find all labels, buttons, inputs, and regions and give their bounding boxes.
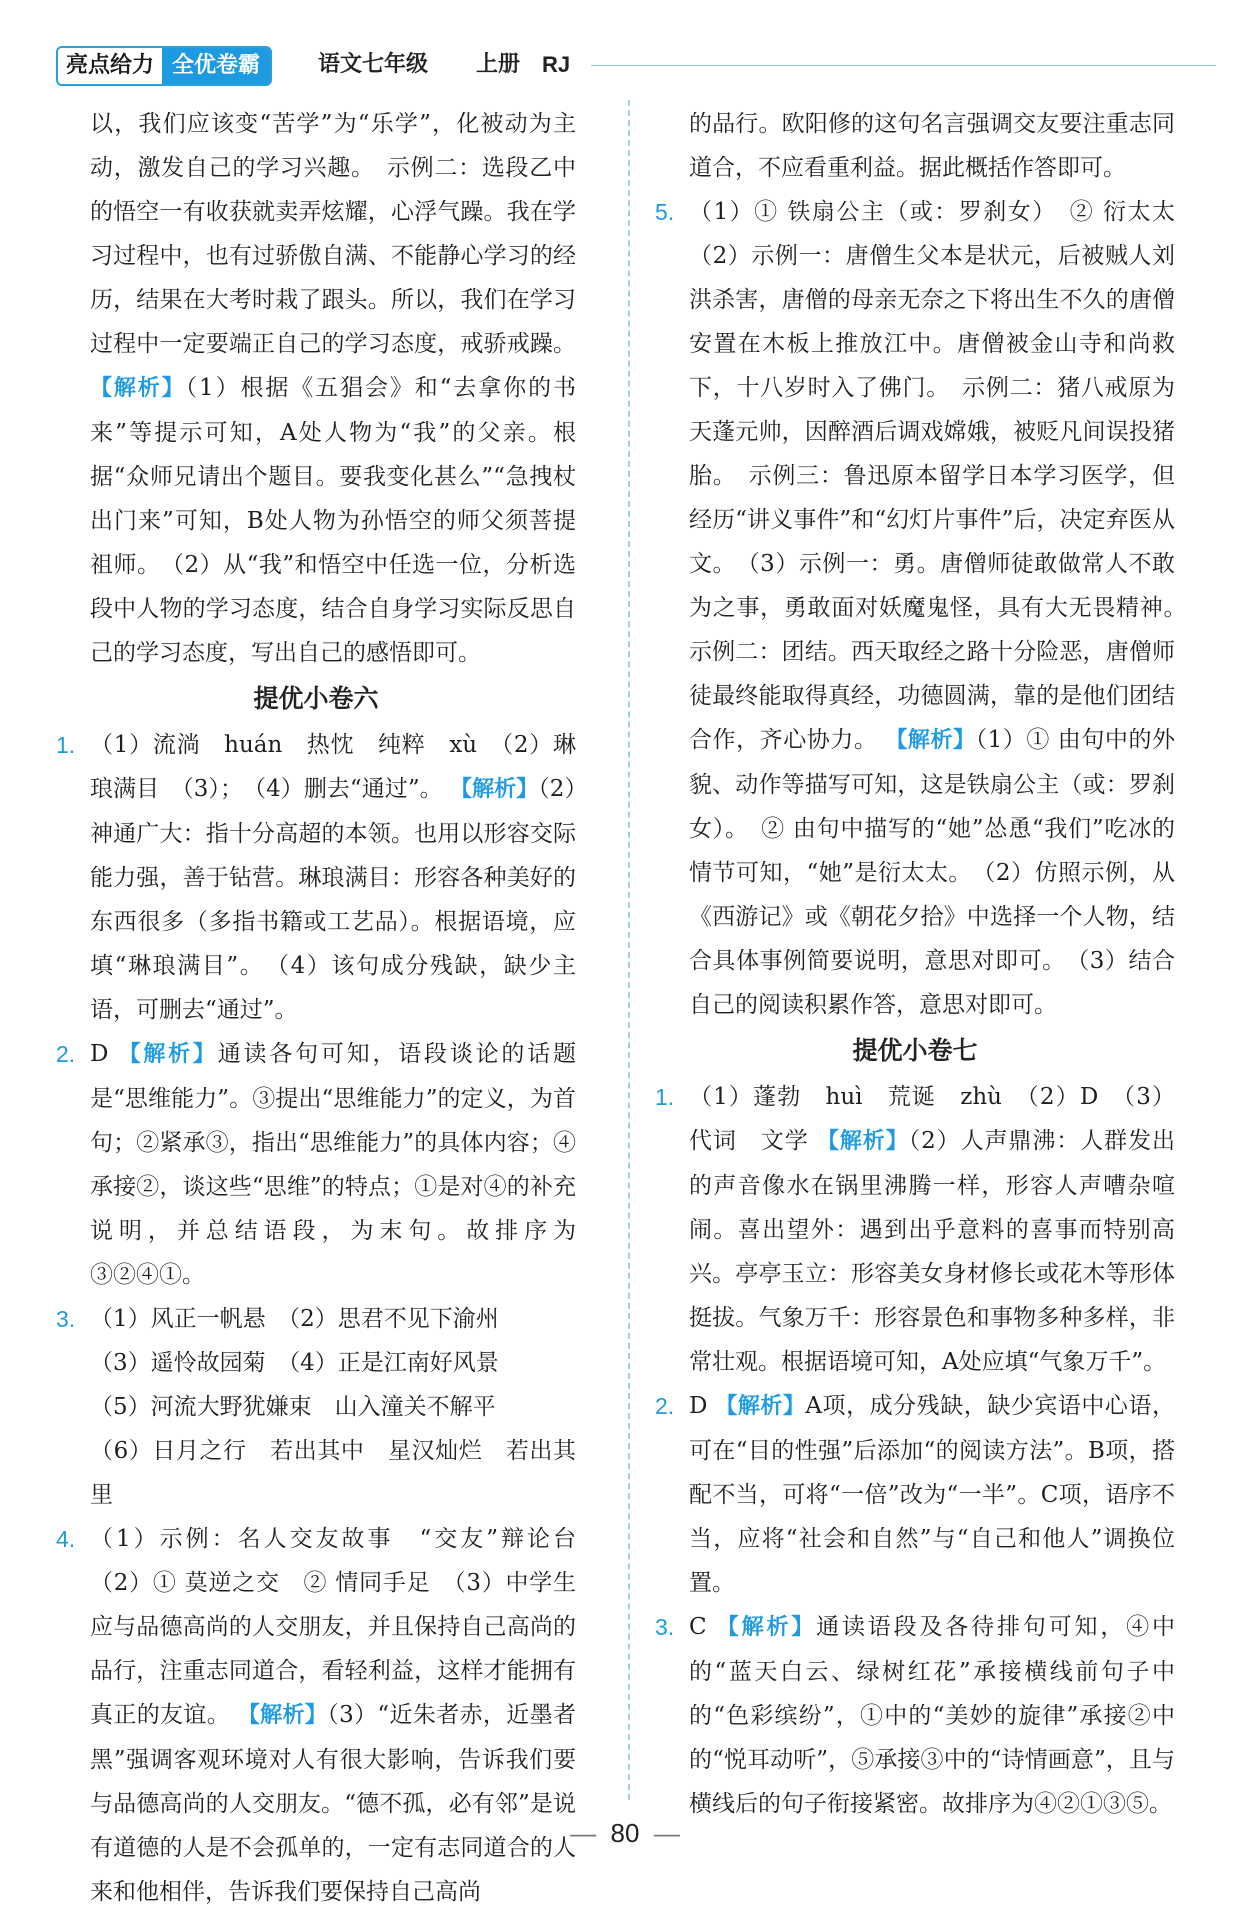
page-footer [0,1818,1250,1849]
analysis-text: 通读各句可知，语段谈论的话题是“思维能力”。③提出“思维能力”的定义，为首句；②紧承③，指出“思维能力”的具体内容；④承接②，谈这些“思维”的特点；①是对④的补充说明，并总结语段，为末句。故排序为③②④①。 [90,1041,577,1288]
question-number: 2. [56,1041,76,1067]
answer-line: （1）风正一帆悬 （2）思君不见下渝州 [90,1306,499,1332]
column-divider [628,100,630,1800]
answer-continuation [56,102,576,675]
answer-text: D [90,1041,109,1067]
analysis-tag: 【解析】 [885,728,976,753]
question-number: 2. [655,1393,675,1419]
footer-dash-left: — [570,1818,597,1848]
right-column [655,102,1198,1826]
answer-line: （6）日月之行 若出其中 星汉灿烂 若出其里 [90,1438,576,1508]
brand-badge [56,46,272,86]
analysis-text: （3）“近朱者赤，近墨者黑”强调客观环境对人有很大影响，告诉我们要与品德高尚的人交朋友。“德不孤，必有邻”是说有道德的人是不会孤单的，一定有志同道合的人来和他相伴，告诉我们要保持自己高尚 [90,1702,576,1905]
analysis-text: A项，成分残缺，缺少宾语中心语，可在“目的性强”后添加“的阅读方法”。B项，搭配不当，可将“一倍”改为“一半”。C项，语序不当，应将“社会和自然”与“自己和他人”调换位置。 [689,1393,1175,1596]
analysis-text: 通读语段及各待排句可知，④中的“蓝天白云、绿树红花”承接横线前句子中的“色彩缤纷”，①中的“美妙的旋律”承接②中的“悦耳动听”，⑤承接③中的“诗情画意”，且与横线后的句子衔接紧密。故排序为④②①③⑤。 [689,1614,1176,1817]
answer-text: D [689,1393,708,1419]
answer-text: （1）流淌 huán 热忱 纯粹 xù （2）琳琅满目 （3）； （4）删去“通过”。 [90,732,576,802]
question-2 [56,1032,576,1297]
question-1 [655,1075,1175,1384]
analysis-tag: 【解析】 [716,1615,817,1640]
page-header [56,46,1216,86]
analysis-text: （1）根据《五猖会》和“去拿你的书来”等提示可知，A处人物为“我”的父亲。根据“众师兄请出个题目。要我变化甚么”“急拽杖出门来”可知，B处人物为孙悟空的师父须菩提祖师。 （2）从“我”和悟空中任选一位，分析选段中人物的学习态度，结合自身学习实际反思自己的学习态度，写出自己的感悟即可。 [90,375,576,666]
analysis-tag: 【解析】 [90,376,186,401]
question-3 [56,1297,576,1517]
question-number: 4. [56,1526,76,1552]
continuation-text: 以，我们应该变“苦学”为“乐学”，化被动为主动，激发自己的学习兴趣。 示例二：选段乙中的悟空一有收获就卖弄炫耀，心浮气躁。我在学习过程中，也有过骄傲自满、不能静心学习的经历，结果在大考时栽了跟头。所以，我们在学习过程中一定要端正自己的学习态度，戒骄戒躁。 [90,111,576,357]
answer-continuation: 的品行。欧阳修的这句名言强调交友要注重志同道合，不应看重利益。据此概括作答即可。 [689,111,1175,181]
question-2 [655,1384,1175,1605]
edition-label: RJ [542,52,571,77]
question-number: 1. [56,732,76,758]
question-number: 3. [56,1306,76,1332]
brand-series: 全优卷霸 [162,48,270,84]
left-column [56,102,599,1914]
analysis-tag: 【解析】 [118,1042,218,1067]
answer-text: （1）示例：名人交友故事 “交友”辩论台 （2）① 莫逆之交 ② 情同手足 （3）中学生应与品德高尚的人交朋友，并且保持自己高尚的品行，注重志同道合，看轻利益，这样才能拥有真正的友谊。 [90,1526,599,1728]
header-rule [591,65,1216,66]
question-number: 1. [655,1084,675,1110]
page-number: 80 [610,1818,640,1848]
question-1 [56,723,576,1032]
section-title-seven: 提优小卷七 [852,1036,978,1065]
analysis-tag: 【解析】 [237,1703,328,1728]
answer-text: （1）① 铁扇公主（或：罗刹女） ② 衍太太 （2）示例一：唐僧生父本是状元，后被贼人刘洪杀害，唐僧的母亲无奈之下将出生不久的唐僧安置在木板上推放江中。唐僧被金山寺和尚救下，十八岁时入了佛门。 示例二：猪八戒原为天蓬元帅，因醉酒后调戏嫦娥，被贬凡间误投猪胎。 示例三：鲁迅原本留学日本学习医学，但经历“讲义事件”和“幻灯片事件”后，决定弃医从文。 （3）示例一：勇。唐僧师徒敢做常人不敢为之事，勇敢面对妖魔鬼怪，具有大无畏精神。 示例二：团结。西天取经之路十分险恶，唐僧师徒最终能取得真经，功德圆满，靠的是他们团结合作，齐心协力。 [689,199,1198,753]
analysis-text: （1）① 由句中的外貌、动作等描写可知，这是铁扇公主（或：罗刹女）。 ② 由句中描写的“她”怂恿“我们”吃冰的情节可知，“她”是衍太太。 （2）仿照示例，从《西游记》或《朝花夕拾》中选择一个人物，结合具体事例简要说明，意思对即可。 （3）结合自己的阅读积累作答，意思对即可。 [689,727,1176,1018]
analysis-tag: 【解析】 [715,1394,806,1419]
footer-dash-right: — [653,1818,680,1848]
analysis-text: （2）人声鼎沸：人群发出的声音像水在锅里沸腾一样，形容人声嘈杂喧闹。喜出望外：遇到出乎意料的喜事而特别高兴。亭亭玉立：形容美女身材修长或花木等形体挺拔。气象万千：形容景色和事物多种多样，非常壮观。根据语境可知，A处应填“气象万千”。 [689,1128,1176,1375]
analysis-tag: 【解析】 [816,1129,909,1154]
brand-name: 亮点给力 [58,48,162,84]
answer-text: C [689,1614,707,1640]
volume-label: 上册 [476,52,521,77]
question-5 [655,190,1198,1027]
answer-line: （3）遥怜故园菊 （4）正是江南好风景 [90,1350,499,1376]
question-number: 5. [655,199,675,225]
analysis-tag: 【解析】 [450,777,539,802]
question-3 [655,1605,1175,1826]
answer-text: （1）蓬勃 huì 荒诞 zhù （2）D （3）代词 文学 [689,1084,1175,1154]
question-4 [56,1517,599,1914]
subject-label: 语文七年级 [318,52,429,77]
section-title-six: 提优小卷六 [253,684,379,713]
analysis-text: （2）神通广大：指十分高超的本领。也用以形容交际能力强，善于钻营。琳琅满目：形容各种美好的东西很多（多指书籍或工艺品）。根据语境，应填“琳琅满目”。 （4）该句成分残缺，缺少主语，可删去“通过”。 [90,776,576,1023]
answer-line: （5）河流大野犹嫌束 山入潼关不解平 [90,1394,496,1420]
question-number: 3. [655,1614,675,1640]
